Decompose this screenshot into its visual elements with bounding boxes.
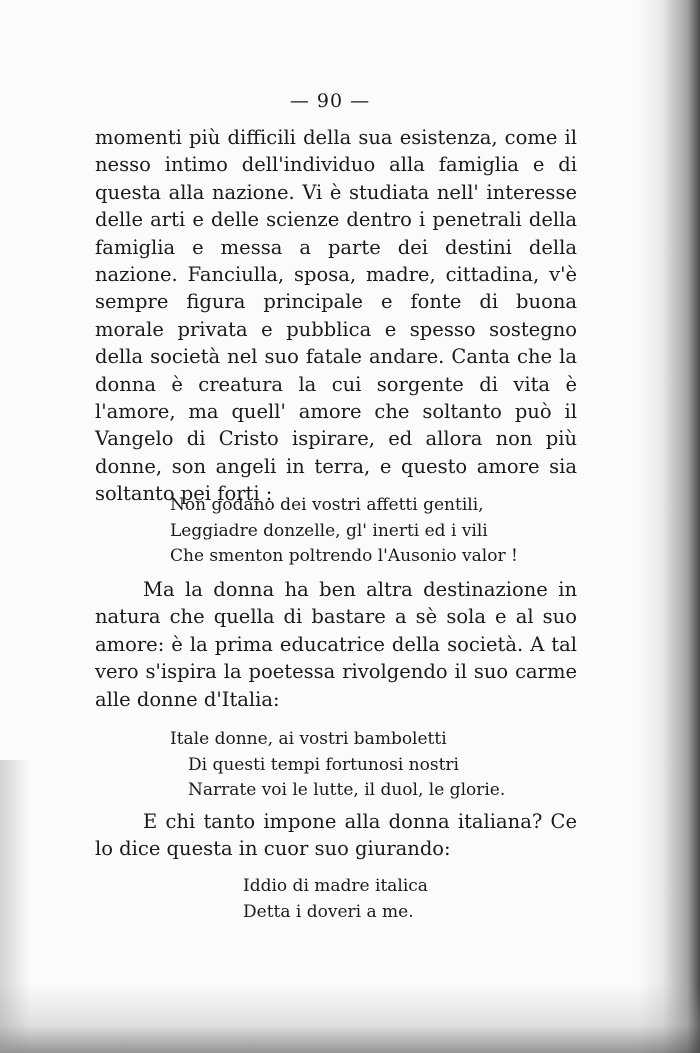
- verse-2-line-1: Itale donne, ai vostri bamboletti: [170, 729, 447, 749]
- verse-2: [170, 727, 505, 804]
- verse-3-line-2: Detta i doveri a me.: [243, 901, 414, 922]
- verse-2-line-3: Narrate voi le lutte, il duol, le glorie.: [188, 780, 506, 800]
- paragraph-3-block: [95, 808, 577, 863]
- verse-1: [170, 493, 518, 570]
- paragraph-1-block: [95, 124, 577, 508]
- verse-1-line-3: Che smenton poltrendo l'Ausonio valor !: [170, 546, 518, 566]
- verse-3: [243, 874, 428, 925]
- verse-1-line-1: Non godano dei vostri affetti gentili,: [170, 495, 484, 515]
- paragraph-1: momenti più difficili della sua esistenza, come il nesso intimo dell'individuo alla famiglia e di questa alla nazione. Vi è studiata nell' interesse delle arti e delle scienze dentro i penetrali della famiglia e messa a parte dei destini della nazione. Fanciulla, sposa, madre, cittadina, v'è sempre figura principale e fonte di buona morale privata e pubblica e spesso sostegno della società nel suo fatale andare. Canta che la donna è creatura la cui sorgente di vita è l'amore, ma quell' amore che soltanto può il Vangelo di Cristo ispirare, ed allora non più donne, son angeli in terra, e questo amore sia soltanto pei forti :: [95, 126, 577, 506]
- page-edge-shadow-bottom: [0, 983, 700, 1053]
- page-number: — 90 —: [289, 90, 371, 112]
- page-edge-shadow-left: [0, 760, 30, 1053]
- verse-1-line-2: Leggiadre donzelle, gl' inerti ed i vili: [170, 520, 488, 541]
- paragraph-3: E chi tanto impone alla donna italiana? Ce lo dice questa in cuor suo giurando:: [95, 810, 577, 861]
- page-edge-shadow-right: [638, 0, 700, 1053]
- verse-3-line-1: Iddio di madre italica: [243, 876, 428, 896]
- paragraph-2-block: [95, 576, 577, 713]
- paragraph-2: Ma la donna ha ben altra destinazione in natura che quella di bastare a sè sola e al suo amore: è la prima educatrice della società. A tal vero s'ispira la poetessa rivolgendo il suo carme alle donne d'Italia:: [95, 578, 577, 711]
- verse-2-line-2: Di questi tempi fortunosi nostri: [188, 754, 459, 775]
